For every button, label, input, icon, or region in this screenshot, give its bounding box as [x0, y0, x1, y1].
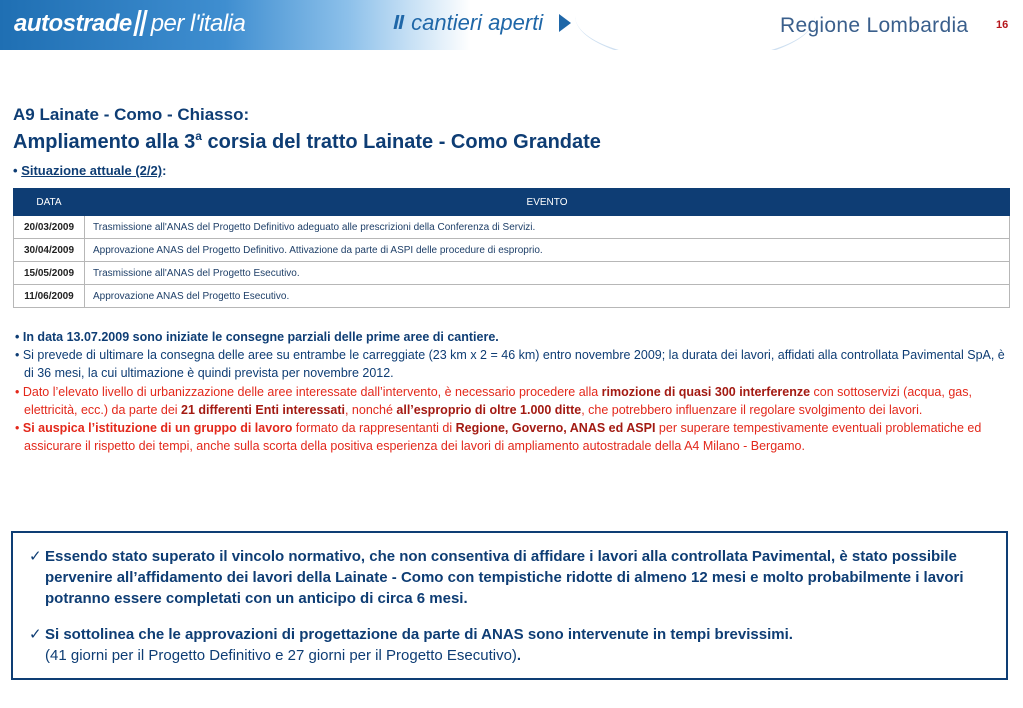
region-label: Regione Lombardia	[780, 14, 969, 37]
section-label: Situazione attuale (2/2)	[21, 163, 163, 178]
table-row	[14, 239, 1010, 262]
event-cell: Approvazione ANAS del Progetto Definitivo. Attivazione da parte di ASPI delle procedure di esproprio.	[85, 239, 1010, 262]
bullet-interferenze	[15, 383, 1005, 419]
arrow-right-icon	[559, 14, 571, 32]
subtitle-text: Ampliamento alla 3	[13, 131, 196, 153]
bullet-ultimazione: • Si prevede di ultimare la consegna delle aree su entrambe le carreggiate (23 km x 2 = 46 km) entro novembre 2009; la durata dei lavori, affidati alla controllata Pavimental SpA, è di 36 mesi, la cui ultimazione è quindi prevista per novembre 2012.	[15, 348, 1005, 381]
header-date: DATA	[14, 189, 85, 216]
text-run: con sottoservizi (acqua, gas, elettricità, ecc.) da parte dei	[24, 384, 972, 417]
bullet-consegne: • In data 13.07.2009 sono iniziate le consegne parziali delle prime aree di cantiere.	[15, 330, 499, 344]
text-run: • Dato l’elevato livello di urbanizzazione delle aree interessate dall’intervento, è necessario procedere alla	[15, 384, 602, 399]
highlight-text: Regione, Governo, ANAS ed ASPI	[455, 421, 656, 436]
text-run: (41 giorni per il Progetto Definitivo e 27 giorni per il Progetto Esecutivo)	[45, 647, 517, 664]
bullet-marker: •	[13, 163, 18, 178]
header-event: EVENTO	[85, 189, 1010, 216]
bullet-gruppo-lavoro	[15, 419, 1005, 455]
date-cell: 15/05/2009	[14, 262, 85, 285]
slide-title: A9 Lainate - Como - Chiasso:	[13, 105, 250, 124]
event-cell: Trasmissione all'ANAS del Progetto Esecutivo.	[85, 262, 1010, 285]
section-colon: :	[162, 163, 167, 178]
date-cell: 30/04/2009	[14, 239, 85, 262]
table-header-row	[14, 189, 1010, 216]
text-run: , che potrebbero influenzare il regolare svolgimento dei lavori.	[581, 402, 923, 417]
table-row	[14, 285, 1010, 308]
highlight-text: all’esproprio di oltre 1.000 ditte	[396, 402, 582, 417]
events-table	[13, 188, 1010, 308]
highlight-text: rimozione di quasi 300 interferenze	[601, 384, 811, 399]
conclusion-bold: Si sottolinea che le approvazioni di progettazione da parte di ANAS sono intervenute in tempi brevissimi.	[45, 626, 793, 643]
page-number: 16	[996, 19, 1009, 31]
header-banner	[0, 0, 1023, 50]
logo-main-text: autostrade	[14, 10, 132, 37]
check-icon: ✓	[29, 548, 42, 565]
text-run: formato da rappresentanti di	[292, 421, 456, 436]
date-cell: 11/06/2009	[14, 285, 85, 308]
autostrade-logo	[14, 10, 245, 38]
table-row	[14, 216, 1010, 239]
table-row	[14, 262, 1010, 285]
conclusion-detail	[45, 645, 994, 666]
decorative-swoosh	[575, 0, 815, 50]
check-icon: ✓	[29, 626, 42, 643]
event-cell: Approvazione ANAS del Progetto Esecutivo.	[85, 285, 1010, 308]
logo-bar-icon	[399, 15, 405, 29]
subtitle-text: corsia del tratto Lainate - Como Grandate	[201, 131, 601, 153]
date-cell: 20/03/2009	[14, 216, 85, 239]
text-run: per superare tempestivamente eventuali problematiche ed assicurare il rispetto dei tempi, anche sulla scorta della positiva esperienza dei lavori di ampliamento autostradale della A4 Milano - Bergamo.	[24, 421, 982, 454]
highlight-text: 21 differenti Enti interessati	[181, 402, 345, 417]
conclusion-item	[29, 546, 994, 609]
cantieri-aperti-logo	[395, 10, 571, 36]
logo-sub-text: per l'italia	[150, 10, 246, 37]
campaign-text: cantieri aperti	[411, 10, 544, 35]
text-run: .	[516, 647, 522, 664]
slide-subtitle	[13, 129, 601, 154]
subtitle-superscript: a	[195, 129, 202, 143]
section-heading	[13, 163, 166, 178]
text-run: •	[15, 421, 23, 436]
event-cell: Trasmissione all'ANAS del Progetto Definitivo adeguato alle prescrizioni della Conferenza di Servizi.	[85, 216, 1010, 239]
conclusion-text	[45, 624, 994, 666]
highlight-text: Si auspica l’istituzione di un gruppo di lavoro	[22, 421, 293, 436]
conclusion-text: Essendo stato superato il vincolo normativo, che non consentiva di affidare i lavori alla controllata Pavimental, è stato possibile pervenire all’affidamento dei lavori della Lainate - Como con tempistiche ridotte di almeno 12 mesi e molto probabilmente i lavori potranno essere completati con un anticipo di circa 6 mesi.	[45, 548, 964, 607]
bullet-list	[15, 328, 1005, 455]
text-run: , nonché	[344, 402, 397, 417]
conclusions-box	[11, 531, 1008, 680]
conclusion-item	[29, 624, 994, 666]
